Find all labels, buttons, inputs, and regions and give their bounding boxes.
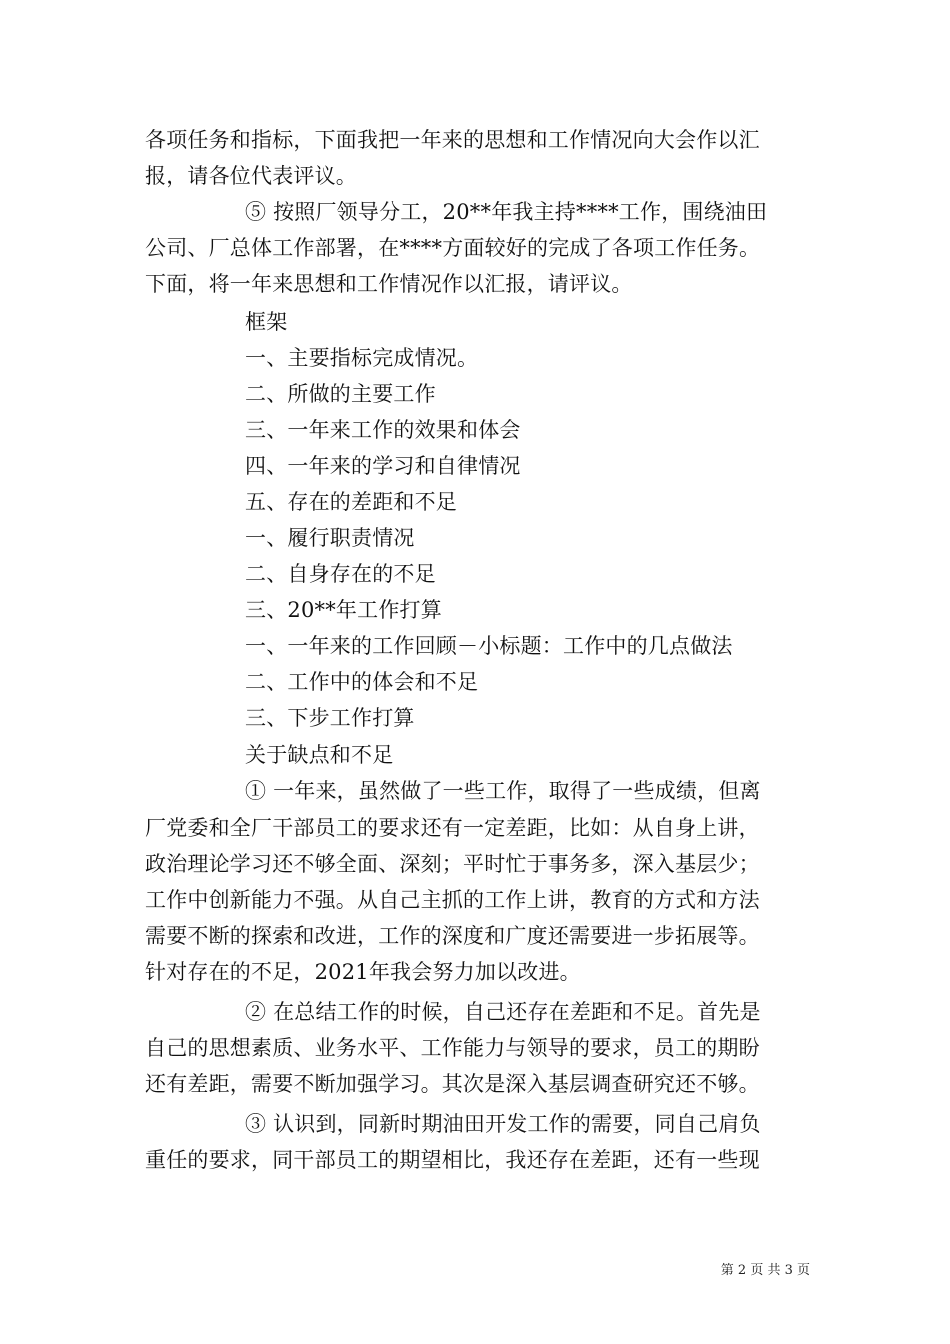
text-line: 政治理论学习还不够全面、深刻；平时忙于事务多，深入基层少； bbox=[145, 852, 760, 876]
text-line: 重任的要求，同干部员工的期望相比，我还存在差距，还有一些现 bbox=[145, 1148, 760, 1172]
text-line: 工作中创新能力不强。从自己主抓的工作上讲，教育的方式和方法 bbox=[145, 888, 760, 912]
outline-item: 二、所做的主要工作 bbox=[245, 382, 436, 406]
text-line: 还有差距，需要不断加强学习。其次是深入基层调查研究还不够。 bbox=[145, 1072, 760, 1096]
outline-item: 二、自身存在的不足 bbox=[245, 562, 436, 586]
outline-item: 三、20**年工作打算 bbox=[245, 598, 442, 622]
text-line: 公司、厂总体工作部署，在****方面较好的完成了各项工作任务。 bbox=[145, 236, 761, 260]
outline-item: 二、工作中的体会和不足 bbox=[245, 670, 479, 694]
text-line: 厂党委和全厂干部员工的要求还有一定差距，比如：从自身上讲， bbox=[145, 816, 760, 840]
text-line: 各项任务和指标，下面我把一年来的思想和工作情况向大会作以汇 bbox=[145, 128, 760, 152]
text-line: 下面，将一年来思想和工作情况作以汇报，请评议。 bbox=[145, 272, 633, 296]
text-line: ② 在总结工作的时候，自己还存在差距和不足。首先是 bbox=[245, 1000, 761, 1024]
text-line: 针对存在的不足，2021年我会努力加以改进。 bbox=[145, 960, 581, 984]
outline-item: 三、一年来工作的效果和体会 bbox=[245, 418, 521, 442]
outline-item: 一、主要指标完成情况。 bbox=[245, 346, 479, 370]
text-line: ③ 认识到，同新时期油田开发工作的需要，同自己肩负 bbox=[245, 1112, 761, 1136]
outline-item: 三、下步工作打算 bbox=[245, 706, 415, 730]
outline-item: 一、履行职责情况 bbox=[245, 526, 415, 550]
section-heading: 框架 bbox=[245, 310, 288, 334]
outline-item: 一、一年来的工作回顾－小标题：工作中的几点做法 bbox=[245, 634, 733, 658]
outline-item: 五、存在的差距和不足 bbox=[245, 490, 457, 514]
text-line: ⑤ 按照厂领导分工，20**年我主持****工作，围绕油田 bbox=[245, 200, 768, 224]
outline-item: 四、一年来的学习和自律情况 bbox=[245, 454, 521, 478]
text-line: 需要不断的探索和改进，工作的深度和广度还需要进一步拓展等。 bbox=[145, 924, 760, 948]
text-line: 自己的思想素质、业务水平、工作能力与领导的要求，员工的期盼 bbox=[145, 1036, 760, 1060]
section-heading: 关于缺点和不足 bbox=[245, 743, 394, 767]
text-line: ① 一年来，虽然做了一些工作，取得了一些成绩，但离 bbox=[245, 779, 761, 803]
page-number: 第 2 页 共 3 页 bbox=[720, 1263, 810, 1278]
text-line: 报，请各位代表评议。 bbox=[145, 164, 357, 188]
